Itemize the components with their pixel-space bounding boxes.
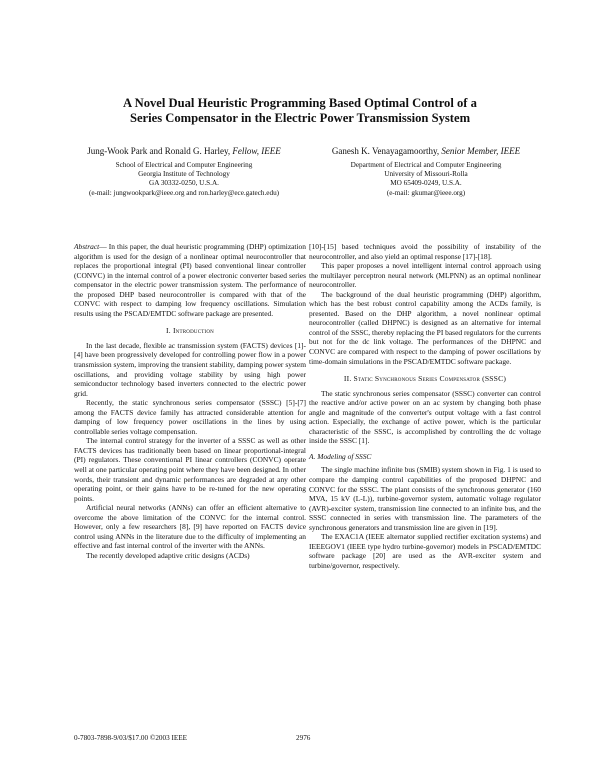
title-line-2: Series Compensator in the Electric Power Transmission System (129, 111, 471, 125)
section-title: Introduction (172, 326, 214, 336)
affiliation-line: Georgia Institute of Technology (138, 170, 230, 179)
paragraph: [10]-[15] based techniques avoid the possibility of instability of the neurocontroller, and also yield an optimal response [17]-[18]. (309, 242, 541, 261)
section-title: Static Synchronous Series Compensator (SSSC) (353, 374, 507, 384)
abstract (74, 242, 306, 318)
paragraph: The internal control strategy for the inverter of a SSSC as well as other FACTS devices has traditionally been based on linear proportional-integral (PI) regulators. These conventional PI linear controllers (CONVC) operate well at one particular operating point where they have been designed. In other words, their transient and dynamic performances are degraded at any other operating point, or their gains have to be re-tuned for the new operating points. (74, 436, 306, 503)
author-names-right (300, 146, 552, 156)
author-title: Fellow, IEEE (232, 146, 281, 156)
author-block-right (300, 146, 552, 198)
paper-title (60, 96, 540, 126)
author-names-left (58, 146, 310, 156)
author-title: Senior Member, IEEE (441, 146, 521, 156)
paragraph: The EXAC1A (IEEE alternator supplied rectifier excitation systems) and IEEEGOV1 (IEEE type hydro turbine-governor) models in PSCAD/EMTDC software package [20] are used as the AVR-exciter system and turbine/governor, respectively. (309, 532, 541, 570)
subsection-heading: A. Modeling of SSSC (309, 451, 372, 461)
paragraph: The static synchronous series compensator (SSSC) converter can control the reactive and/or active power on an ac system by changing both phase angle and magnitude of the converter's output voltage with a fast control action. Especially, the exchange of active power, which is the particular characteristic of the SSSC, is accomplished by controlling the dc voltage inside the SSSC [1]. (309, 388, 541, 446)
paragraph: The background of the dual heuristic programming (DHP) algorithm, which has the best robust control capability among the ACDs family, is presented. Based on the DHP algorithm, a novel nonlinear optimal neurocontroller (called DHPNC) is designed as an alternative for internal control of the SSSC, thereby replacing the PI based regulators for the currents but not for the dc link voltage. The performances of the DHPNC and CONVC are compared with respect to the damping of power oscillations by time-domain simulations in the PSCAD/EMTDC software package. (309, 289, 541, 366)
right-column (309, 242, 541, 571)
section-number: II. (343, 374, 352, 384)
abstract-label: Abstract (74, 242, 100, 251)
abstract-text: — In this paper, the dual heuristic programming (DHP) optimization algorithm is used for the design of a nonlinear optimal neurocontroller that replaces the proportional integral (PI) based conventional linear controller (CONVC) in the internal control of a power electronic converter based series compensator in the electric power transmission system. The performance of the proposed DHP based neurocontroller is compared with that of the CONVC with respect to damping low frequency oscillations. Simulation results using the PSCAD/EMTDC software package are presented. (74, 242, 306, 318)
paragraph: In the last decade, flexible ac transmission system (FACTS) devices [1]-[4] have been progressively developed for controlling power flow in a power transmission system, improving the transient stability, damping power system oscillations, and providing voltage stability by using high power semiconductor technology based inverters connected to the electric power grid. (74, 340, 306, 398)
author-name: Jung-Wook Park and Ronald G. Harley, (87, 146, 231, 156)
section-number: I. (166, 326, 171, 336)
paragraph: Recently, the static synchronous series compensator (SSSC) [5]-[7] among the FACTS device family has attracted considerable attention for damping of low frequency power oscillations in the lines by using controllable series voltage compensation. (74, 398, 306, 436)
left-column (74, 242, 306, 561)
title-line-1: A Novel Dual Heuristic Programming Based Optimal Control of a (123, 96, 477, 110)
author-name: Ganesh K. Venayagamoorthy, (331, 146, 440, 156)
affiliation-line: Department of Electrical and Computer Engineering (350, 161, 502, 169)
affiliation-line: GA 30332-0250, U.S.A. (149, 179, 219, 188)
affiliation-line: MO 65409-0249, U.S.A. (390, 179, 462, 188)
section-heading-introduction (74, 326, 306, 336)
paragraph: This paper proposes a novel intelligent internal control approach using the multilayer perceptron neural network (MLPNN) as an optimal nonlinear neurocontroller. (309, 261, 541, 290)
author-block-left (58, 146, 310, 198)
paragraph: The single machine infinite bus (SMIB) system shown in Fig. 1 is used to compare the damping control capabilities of the proposed DHPNC and CONVC for the SSSC. The plant consists of the synchronous generator (160 MVA, 15 kV (L-L)), turbine-governor system, automatic voltage regulator (AVR)-exciter system, transmission line connected to an infinite bus, and the SSSC connected in series with transmission line. The parameters of the synchronous generators and transmission line are given in [19]. (309, 465, 541, 532)
author-email: (e-mail: jungwookpark@ieee.org and ron.harley@ece.gatech.edu) (88, 188, 280, 197)
affiliation-line: School of Electrical and Computer Engineering (115, 161, 253, 169)
affiliation-line: University of Missouri-Rolla (384, 170, 468, 179)
page-number: 2976 (296, 734, 311, 742)
author-email: (e-mail: gkumar@ieee.org) (386, 188, 466, 197)
paragraph: Artificial neural networks (ANNs) can offer an efficient alternative to overcome the above limitation of the CONVC for the internal control. However, only a few researchers [8], [9] have reported on FACTS device control using ANNs in the literature due to the difficulty of implementing an effective and fast internal control of the inverter with the ANNs. (74, 503, 306, 551)
footer-copyright: 0-7803-7898-9/03/$17.00 ©2003 IEEE (74, 734, 188, 742)
section-heading-sssc (309, 374, 541, 384)
paragraph: The recently developed adaptive critic designs (ACDs) (86, 550, 250, 560)
